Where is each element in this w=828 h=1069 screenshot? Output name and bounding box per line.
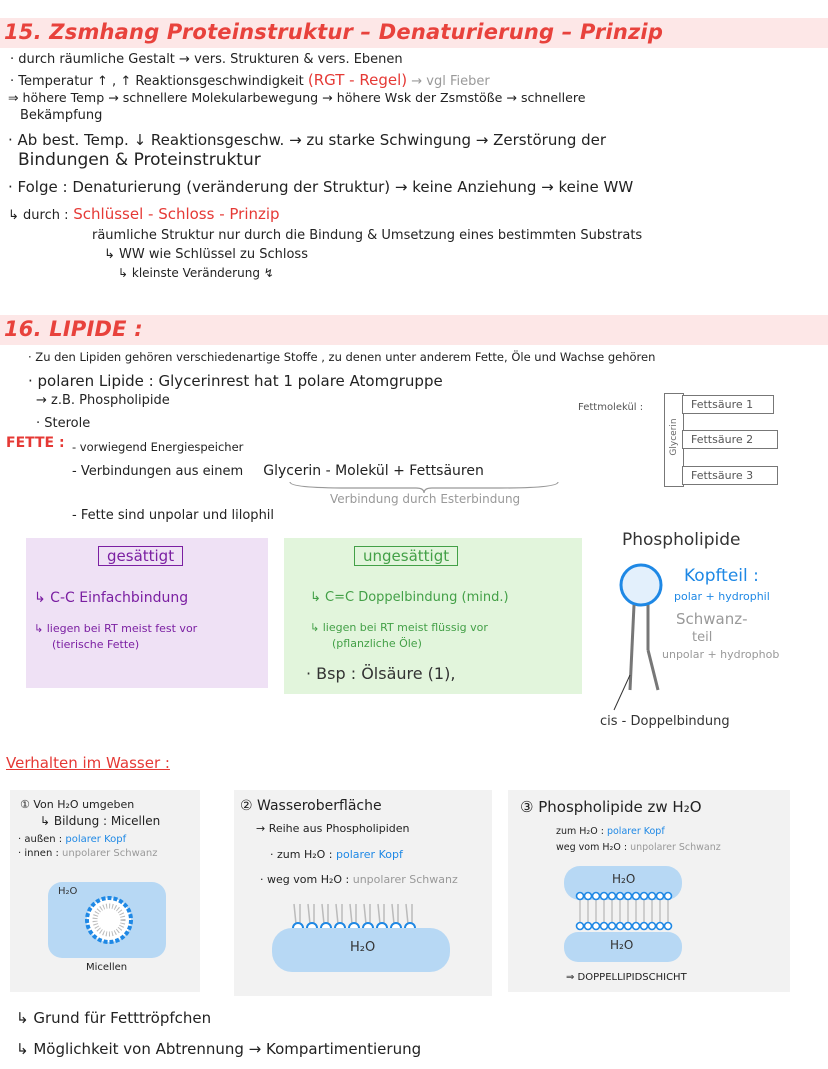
p2-line-2: → Reihe aus Phospholipiden xyxy=(256,822,410,835)
p1-line-4 xyxy=(18,848,158,859)
gesaettigt-box xyxy=(26,538,268,688)
s15-line-4b: Bindungen & Proteinstruktur xyxy=(18,150,261,170)
p1-water-label: H₂O xyxy=(58,886,78,897)
ges-line-2: ↳ liegen bei RT meist fest vor xyxy=(34,622,198,635)
p1-line-2: ↳ Bildung : Micellen xyxy=(40,814,161,828)
s15-line-6 xyxy=(8,205,280,223)
s15-line-7: räumliche Struktur nur durch die Bindung & Umsetzung eines bestimmten Substrats xyxy=(92,228,643,243)
panel-micellen xyxy=(10,790,200,992)
section-16-title: 16. LIPIDE : xyxy=(4,317,143,341)
schwanzteil-sub: unpolar + hydrophob xyxy=(662,648,780,661)
glycerin-block xyxy=(664,393,684,487)
fettsaeure-1: Fettsäure 1 xyxy=(682,395,774,414)
p2-line-4a: · weg vom H₂O : xyxy=(260,873,350,886)
ges-line-3: (tierische Fette) xyxy=(52,638,140,651)
p2-line-3 xyxy=(270,848,403,861)
fette-label: FETTE : xyxy=(6,435,65,451)
p2-water xyxy=(272,928,450,972)
panel-wasseroberflaeche xyxy=(234,790,492,996)
p3-water-bottom-label: H₂O xyxy=(610,938,634,952)
fettsaeure-3: Fettsäure 3 xyxy=(682,466,778,485)
kopfteil-label: Kopfteil : xyxy=(684,566,759,586)
fette-line-2a: - Verbindungen aus einem xyxy=(72,464,244,479)
s16-line-1: · Zu den Lipiden gehören verschiedenartige Stoffe , zu denen unter anderem Fette, Öle und Wachse gehören xyxy=(28,350,656,364)
ungesaettigt-box xyxy=(284,538,582,694)
fettsaeure-2: Fettsäure 2 xyxy=(682,430,778,449)
s15-line-2a: · Temperatur ↑ , ↑ Reaktionsgeschwindigkeit xyxy=(10,74,304,89)
p1-line-1: ① Von H₂O umgeben xyxy=(20,798,135,811)
fettmolekuel-label: Fettmolekül : xyxy=(578,402,644,413)
s15-line-4: · Ab best. Temp. ↓ Reaktionsgeschw. → zu starke Schwingung → Zerstörung der xyxy=(8,131,607,149)
p2-water-label: H₂O xyxy=(350,940,376,955)
ges-line-1: ↳ C-C Einfachbindung xyxy=(34,590,189,606)
s15-line-5: · Folge : Denaturierung (veränderung der Struktur) → keine Anziehung → keine WW xyxy=(8,178,634,196)
rgt-rule: (RGT - Regel) xyxy=(307,71,408,89)
p2-line-3a: · zum H₂O : xyxy=(270,848,333,861)
unges-line-2: ↳ liegen bei RT meist flüssig vor xyxy=(310,621,488,634)
p3-line-3b: unpolarer Schwanz xyxy=(630,842,721,853)
wasser-footer-2: ↳ Möglichkeit von Abtrennung → Kompartimentierung xyxy=(16,1040,422,1058)
fette-line-1: - vorwiegend Energiespeicher xyxy=(72,440,244,454)
esterbindung-note: Verbindung durch Esterbindung xyxy=(330,492,521,506)
p3-line-2a: zum H₂O : xyxy=(556,826,604,837)
section-15-title: 15. Zsmhang Proteinstruktur – Denaturierung – Prinzip xyxy=(4,20,664,44)
glycerin-fettsaeuren: Glycerin - Molekül + Fettsäuren xyxy=(263,463,484,479)
s16-line-3: → z.B. Phospholipide xyxy=(36,393,170,408)
p3-line-2 xyxy=(556,826,665,837)
schluessel-schloss-prinzip: Schlüssel - Schloss - Prinzip xyxy=(73,205,280,223)
s15-line-2 xyxy=(10,71,490,89)
p1-line-4a: · innen : xyxy=(18,848,59,859)
p3-water-top-label: H₂O xyxy=(612,872,636,886)
unges-line-1: ↳ C=C Doppelbindung (mind.) xyxy=(310,590,509,605)
s15-line-3b: Bekämpfung xyxy=(20,108,103,123)
p1-line-3a: · außen : xyxy=(18,834,63,845)
p3-line-3a: weg vom H₂O : xyxy=(556,842,628,853)
p1-water xyxy=(48,882,166,958)
p3-line-2b: polarer Kopf xyxy=(606,826,665,837)
p3-line-1: ③ Phospholipide zw H₂O xyxy=(520,798,702,816)
p2-line-3b: polarer Kopf xyxy=(336,848,403,861)
wasser-title: Verhalten im Wasser : xyxy=(6,754,170,772)
p2-line-1: ② Wasseroberfläche xyxy=(240,798,382,814)
glycerin-label: Glycerin xyxy=(669,418,679,456)
panel-doppellipidschicht xyxy=(508,790,790,992)
cis-doppelbindung-label: cis - Doppelbindung xyxy=(600,714,730,729)
p1-caption: Micellen xyxy=(86,962,128,973)
fette-line-3: - Fette sind unpolar und lilophil xyxy=(72,508,275,523)
p2-line-4 xyxy=(260,873,458,886)
wasser-footer-1: ↳ Grund für Fetttröpfchen xyxy=(16,1009,212,1027)
ungesaettigt-title: ungesättigt xyxy=(354,546,458,566)
p1-line-3b: polarer Kopf xyxy=(65,834,127,845)
phospholipid-icon xyxy=(596,560,686,720)
s15-line-6a: ↳ durch : xyxy=(8,208,69,223)
p3-caption: ⇒ DOPPELLIPIDSCHICHT xyxy=(566,972,687,983)
kopfteil-sub: polar + hydrophil xyxy=(674,590,770,603)
schwanzteil-label: Schwanz- xyxy=(676,610,748,628)
schwanzteil-label-2: teil xyxy=(692,630,713,645)
p1-line-3 xyxy=(18,834,126,845)
fette-line-2 xyxy=(72,463,484,479)
p1-line-4b: unpolarer Schwanz xyxy=(62,848,158,859)
p3-line-3 xyxy=(556,842,721,853)
s15-line-2c: → vgl Fieber xyxy=(411,74,490,89)
phospholipide-title: Phospholipide xyxy=(622,530,741,550)
bilayer-icon xyxy=(574,890,674,932)
unges-line-3: (pflanzliche Öle) xyxy=(332,637,422,650)
p2-line-4b: unpolarer Schwanz xyxy=(352,873,458,886)
s16-line-2: · polaren Lipide : Glycerinrest hat 1 polare Atomgruppe xyxy=(28,372,443,390)
s15-line-3: ⇒ höhere Temp → schnellere Molekularbewegung → höhere Wsk der Zsmstöße → schnellere xyxy=(8,90,586,105)
p3-water-bottom xyxy=(564,932,682,962)
gesaettigt-title: gesättigt xyxy=(98,546,183,566)
s15-line-1: · durch räumliche Gestalt → vers. Strukturen & vers. Ebenen xyxy=(10,52,403,67)
unges-line-4: · Bsp : Ölsäure (1), xyxy=(306,664,456,683)
s16-line-4: · Sterole xyxy=(36,416,91,431)
s15-line-8: ↳ WW wie Schlüssel zu Schloss xyxy=(104,247,308,262)
micelle-icon xyxy=(81,892,137,948)
s15-line-9: ↳ kleinste Veränderung ↯ xyxy=(118,266,274,280)
